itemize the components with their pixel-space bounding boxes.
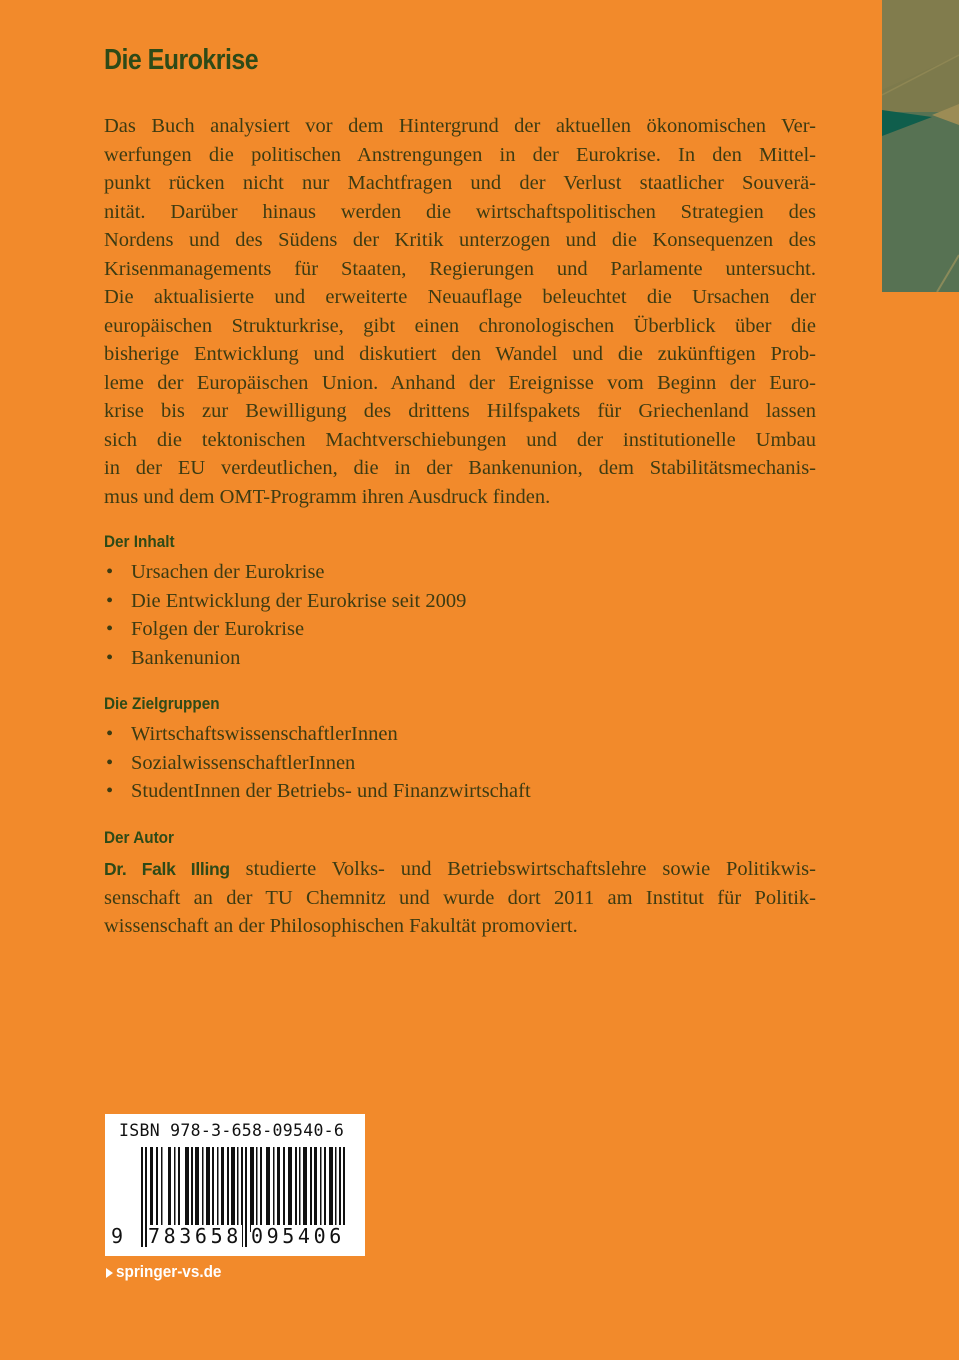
list-item bbox=[104, 720, 531, 749]
list-item bbox=[104, 587, 466, 616]
list-item-label: Bankenunion bbox=[131, 646, 241, 669]
description-line: in der EU verdeutlichen, die in der Bankenunion, dem Stabilitätsmechanis- bbox=[104, 457, 816, 479]
list-item-label: Folgen der Eurokrise bbox=[131, 618, 305, 640]
description-line: Krisenmanagements für Staaten, Regierungen und Parlamente untersucht. bbox=[104, 257, 816, 280]
description-line: mus und dem OMT-Programm ihren Ausdruck finden. bbox=[104, 485, 551, 508]
list-item-label: StudentInnen der Betriebs- und Finanzwirtschaft bbox=[131, 780, 531, 802]
abstract-shapes-icon bbox=[882, 0, 959, 292]
contents-heading: Der Inhalt bbox=[104, 532, 175, 551]
list-item bbox=[104, 558, 466, 587]
publisher-website-label: springer-vs.de bbox=[116, 1262, 222, 1281]
author-bio-line: senschaft an der TU Chemnitz und wurde dort 2011 am Institut für Politik- bbox=[104, 886, 816, 909]
bullet-icon: • bbox=[106, 780, 114, 802]
audience-list bbox=[104, 720, 531, 806]
author-bio-line bbox=[104, 855, 816, 884]
audience-heading: Die Zielgruppen bbox=[104, 694, 220, 713]
bullet-icon: • bbox=[106, 618, 114, 640]
description-line: sich die tektonischen Machtverschiebungen und der institutionelle Umbau bbox=[104, 428, 816, 451]
list-item-label: WirtschaftswissenschaftlerInnen bbox=[131, 723, 398, 745]
list-item bbox=[104, 615, 466, 644]
bullet-icon: • bbox=[106, 723, 114, 745]
cover-art-strip bbox=[882, 0, 959, 292]
description-line: Nordens und des Südens der Kritik unterzogen und die Konsequenzen des bbox=[104, 229, 816, 251]
description-line: punkt rücken nicht nur Machtfragen und der Verlust staatlicher Souverä- bbox=[104, 172, 816, 194]
description-line: Das Buch analysiert vor dem Hintergrund der aktuellen ökonomischen Ver- bbox=[104, 115, 816, 137]
list-item bbox=[104, 749, 531, 778]
author-bio-text: studierte Volks- und Betriebswirtschaftslehre sowie Politikwis- bbox=[229, 858, 816, 880]
description-line: krise bis zur Bewilligung des drittens Hilfspakets für Griechenland lassen bbox=[104, 400, 816, 422]
author-heading: Der Autor bbox=[104, 828, 174, 847]
bullet-icon: • bbox=[106, 646, 114, 669]
ean-first-digit: 9 bbox=[111, 1224, 127, 1248]
bullet-icon: • bbox=[106, 589, 114, 612]
list-item-label: Ursachen der Eurokrise bbox=[131, 561, 325, 583]
author-bio-line: wissenschaft an der Philosophischen Fakultät promoviert. bbox=[104, 915, 578, 937]
description-line: leme der Europäischen Union. Anhand der Ereignisse vom Beginn der Euro- bbox=[104, 371, 816, 394]
list-item bbox=[104, 777, 531, 806]
description-line: europäischen Strukturkrise, gibt einen chronologischen Überblick über die bbox=[104, 314, 816, 337]
author-bio bbox=[104, 855, 816, 941]
book-title: Die Eurokrise bbox=[104, 44, 259, 76]
description-line: werfungen die politischen Anstrengungen in der Eurokrise. In den Mittel- bbox=[104, 143, 816, 166]
list-item bbox=[104, 644, 466, 673]
ean-left-digits: 783658 bbox=[148, 1224, 242, 1248]
isbn-barcode bbox=[105, 1114, 365, 1256]
description-line: bisherige Entwicklung und diskutiert den Wandel und die zukünftigen Prob- bbox=[104, 343, 816, 365]
list-item-label: Die Entwicklung der Eurokrise seit 2009 bbox=[131, 589, 467, 612]
description-line: nität. Darüber hinaus werden die wirtschaftspolitischen Strategien des bbox=[104, 200, 816, 223]
bullet-icon: • bbox=[106, 751, 114, 774]
publisher-website-link[interactable] bbox=[106, 1262, 233, 1282]
play-arrow-icon bbox=[106, 1268, 113, 1278]
description-line: Die aktualisierte und erweiterte Neuauflage beleuchtet die Ursachen der bbox=[104, 286, 816, 308]
bullet-icon: • bbox=[106, 561, 114, 583]
list-item-label: SozialwissenschaftlerInnen bbox=[131, 751, 356, 774]
ean-right-digits: 095406 bbox=[251, 1224, 345, 1248]
isbn-label: ISBN 978-3-658-09540-6 bbox=[119, 1121, 345, 1140]
book-description bbox=[104, 112, 816, 511]
author-name: Dr. Falk Illing bbox=[104, 859, 230, 879]
contents-list bbox=[104, 558, 466, 672]
